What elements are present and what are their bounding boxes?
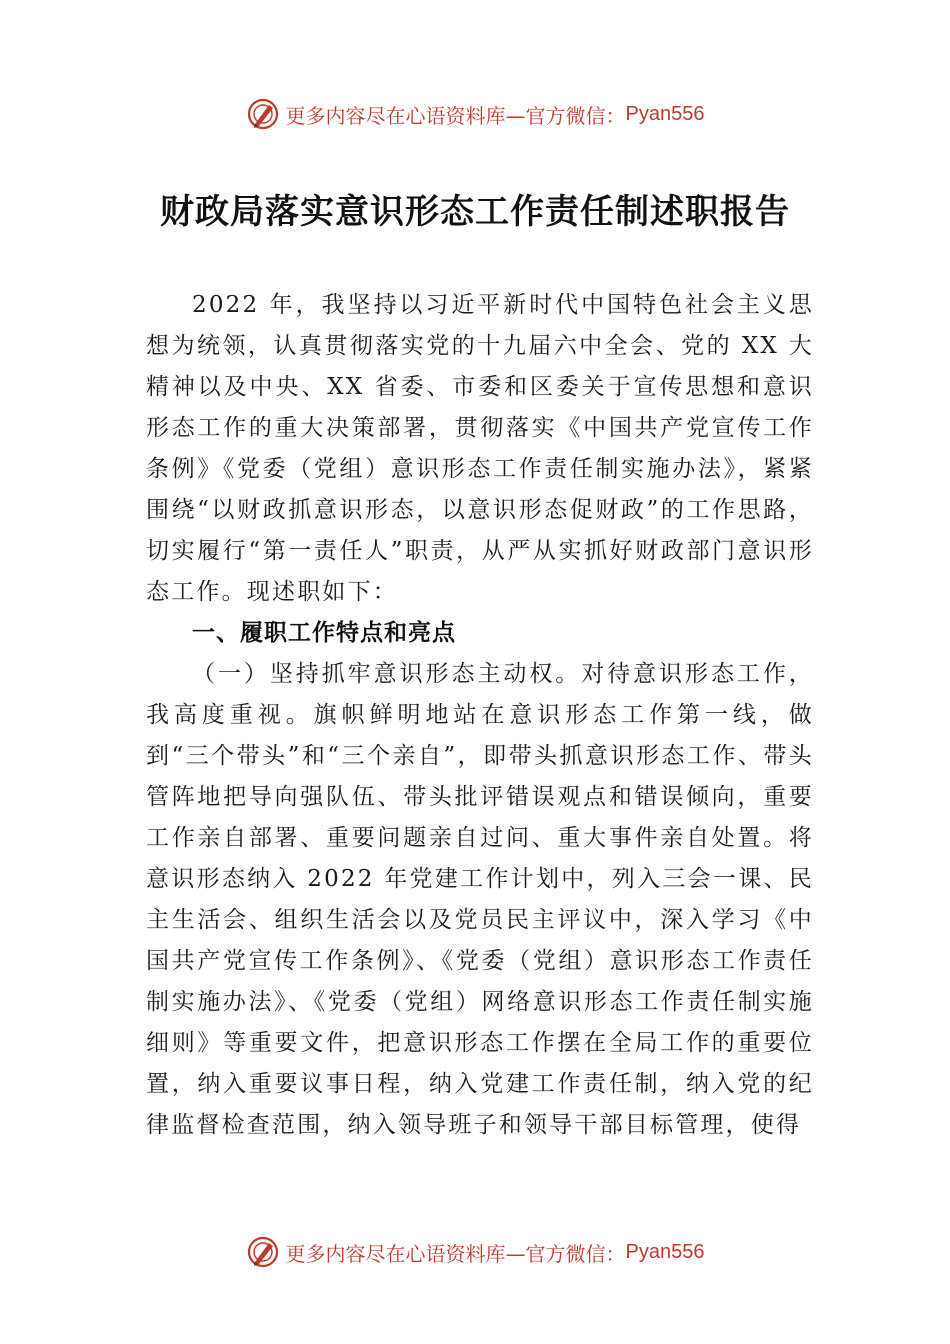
watermark-text: 更多内容尽在心语资料库—官方微信：: [285, 1241, 626, 1266]
section-paragraph: （一）坚持抓牢意识形态主动权。对待意识形态工作，我高度重视。旗帜鲜明地站在意识形态工作第一线，做到“三个带头”和“三个亲自”，即带头抓意识形态工作、带头管阵地把导向强队伍、带头批评错误观点和错误倾向，重要工作亲自部署、重要问题亲自过问、重大事件亲自处置。将意识形态纳入 2022 年党建工作计划中，列入三会一课、民主生活会、组织生活会以及党员民主评议中，深入学习《中国共产党宣传工作条例》、《党委（党组）意识形态工作责任制实施办法》、《党委（党组）网络意识形态工作责任制实施细则》等重要文件，把意识形态工作摆在全局工作的重要位置，纳入重要议事日程，纳入党建工作责任制，纳入党的纪律监督检查范围，纳入领导班子和领导干部目标管理，使得: [146, 661, 814, 1138]
pen-nib-logo-icon: [246, 97, 280, 131]
intro-paragraph: 2022 年，我坚持以习近平新时代中国特色社会主义思想为统领，认真贯彻落实党的十九届六中全会、党的 XX 大精神以及中央、XX 省委、市委和区委关于宣传思想和意识形态工作的重大决策部署，贯彻落实《中国共产党宣传工作条例》《党委（党组）意识形态工作责任制实施办法》，紧紧围绕“以财政抓意识形态，以意识形态促财政”的工作思路，切实履行“第一责任人”职责，从严从实抓好财政部门意识形态工作。现述职如下：: [146, 292, 814, 605]
document-body: [146, 285, 814, 1146]
watermark-text: 更多内容尽在心语资料库—官方微信：: [285, 103, 626, 128]
header-watermark: [0, 94, 950, 134]
footer-watermark: [0, 1232, 950, 1272]
watermark-account: Pyan556: [625, 102, 705, 125]
pen-nib-logo-icon: [246, 1235, 280, 1269]
watermark-account: Pyan556: [625, 1240, 705, 1263]
document-title: 财政局落实意识形态工作责任制述职报告: [160, 192, 790, 232]
section-heading: 一、履职工作特点和亮点: [192, 620, 456, 646]
